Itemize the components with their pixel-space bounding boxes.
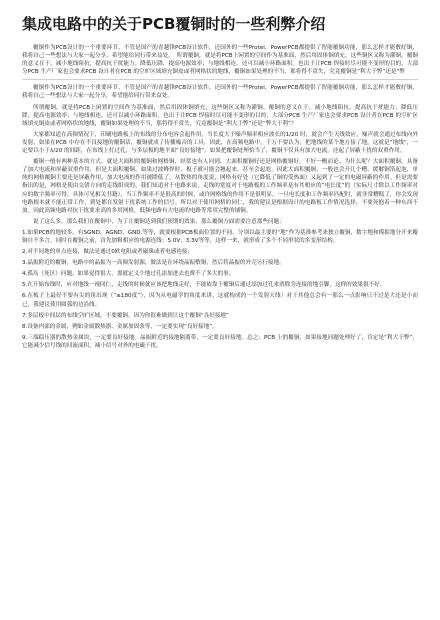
list-item: 5.在开始布线时，应对地线一视同仁，走线的时候就应该把地线走好，不能依靠于覆铜后通过添加过孔来消除为连接的地引脚，这样的效果很不好。 bbox=[22, 282, 386, 289]
list-item: 9.三端稳压器的散热金属块，一定要良好接地。晶振附近的接地隔离带，一定要良好接地。总之：PCB 上的覆铜，如果接地问题处理好了，肯定是“利大于弊”，它能减少信号线的回流面积，减小信号对外的电磁干扰。 bbox=[22, 334, 418, 349]
paragraph: 所谓覆铜，就是将PCB上闲置的空间作为基准面，然后用固体铜填充，这些铜区又称为灌铜。覆铜的意义在于，减小地线阻抗，提高抗干扰能力；降低压降，提高电源效率；与地线相连，还可以减小环路面积。也出于让PCB 焊接时尽可能不变形的目的，大部分PCB 生产厂家也会要求PCB 设计者在PCB 的空旷区域填充铜皮或者网格状的地线，覆铜如果处理的不当，那将得不赏失，究竟覆铜是“利大于弊”还是“弊大于利”？ bbox=[22, 104, 418, 127]
paragraph: 覆铜作为PCB设计的一个重要环节，不管是国产的青越锋PCB设计软件，还国外的一些Protel，PowerPCB都提供了智能覆铜功能，那么怎样才能敷好铜，我将自己一些想法与大家一起分享，希望能给同行带来益处。 bbox=[22, 85, 418, 100]
paragraph: 说了这么多，那么我们在覆铜中，为了让覆铜达到我们预期的效果，那么覆铜方面需要注意那些问题： bbox=[33, 218, 285, 225]
list-item: 1.如果PCB的地较多，有SGND、AGND、GND,等等，就要根据PCB板面位置的不同，分别以最主要的“地”作为基准参考来独立覆铜，数字地和模拟地分开来覆铜自不多言，同时在覆铜之前，首先加粗相应的电源连线：5.0V、3.3V等等，这样一来，就形成了多个不同形状的多变形结构。 bbox=[22, 229, 418, 244]
list-item: 8.设备内部的金属，例如金属散热器、金属加固条等，一定要实现“良好接地”。 bbox=[22, 323, 218, 330]
list-item: 2.对不同地的单点连接，做法是通过0欧电阻或者磁珠或者电感连接； bbox=[22, 249, 194, 256]
document-title: 集成电路中的关于PCB覆铜时的一些利弊介绍 bbox=[22, 15, 326, 33]
paragraph: 覆铜一般有两种基本的方式，就是大面积的覆铜和网格铜，经常也有人问到，大面积覆铜好还是网格覆铜好，不好一概而论。为什么呢？大面积覆铜，具备了加大电流和屏蔽双重作用，但是大面积覆铜，如果过波峰焊时，板子就可能会翘起来，甚至会起泡。因此大面积覆铜，一般也会开几个槽，缓解铜箔起泡，单纯的网格覆铜主要还是屏蔽作用，加大电流的作用被降低了，从散热的角度说，网格有好处（它降低了铜的受热面）又起到了一定的电磁屏蔽的作用。但是需要指出的是，网格是使由交错方向的走线组成的，我们知道对于电路来说，走线的宽度对于电路板的工作频率是有其相应的“电长度”的（实际尺寸除以工作频率对应的数字频率可得，具体可见相关书籍），当工作频率不是很高的时候，或许网格线的作用不是很明显，一旦电长度和工作频率匹配时，就非常糟糕了，你会发现电路根本就不能正常工作，到处都在发射干扰系统工作的信号。所以对于使用网格的同仁，我的建议是根据设计的电路板工作情况选择，不要死抱着一种东西不放。因此高频电路对抗干扰要求高的多用网格，低频电路有大电流的电路等常用完整的铺铜。 bbox=[22, 159, 418, 214]
list-item: 3.晶振附近的覆铜，电路中的晶振为一高频发射源，做法是在环绕晶振敷铜，然后将晶振的外壳另行接地。 bbox=[22, 260, 285, 267]
list-item: 6.在板子上最好不要有尖的角出现（“≤180度”），因为从电磁学的角度来讲，这就构成的一个发射天线！对于其他总会有一那么一点影响只不过是大还是小而已，我建议使用圆弧的边沿线。 bbox=[22, 293, 418, 308]
paragraph-intro-summary: 覆铜作为PCB设计的一个重要环节，不管是国产的青越锋PCB设计软件，还国外的一些Protel，PowerPCB都提供了智能覆铜功能，那么怎样才能敷好铜，我将自己一些想法与大家一起分享，希望能给同行带来益处。 所谓覆铜，就是将PCB上闲置的空间作为基准面，然后用固体铜填充，这些铜区又称为灌铜。覆铜的意义在于，减小地线阻抗，提高抗干扰能力；降低压降，提高电源效率；与地线相连，还可以减小环路面积。也出于让PCB 焊接时尽可能不变形的目的，大部分PCB 生产厂家也会要求PCB 设计者在PCB 的空旷区域填充铜皮或者网格状的地线，覆铜如果处理的不当，那将得不赏失，究竟覆铜是“利大于弊”还是“弊 bbox=[22, 45, 418, 76]
paragraph: 大家都知道在高频情况下，印刷电路板上的布线的分布电容会起作用，当长度大于噪声频率相应波长的1/20 时，就会产生天线效应，噪声就会通过布线向外发射，如果在PCB 中存在不良接地的覆铜话，覆铜就成了传播噪音的工具，因此，在高频电路中，千万不要认为，把地线的某个地方接了地，这就是“地线”，一定要以小于λ/20 的间距，在布线上打过孔，与多层板的地平面“良好接地”。如果把覆铜处理恰当了，覆铜不仅具有加大电流，还起了屏蔽干扰的双重作用。 bbox=[22, 131, 418, 155]
list-item: 7.多层板中间层的布线空旷区域，不要覆铜。因为你很难做到让这个覆铜“良好接地” bbox=[22, 312, 229, 319]
document-body bbox=[22, 44, 418, 350]
list-item: 4.孤岛（死区）问题，如果觉得很大，那就定义个地过孔添加进去也费不了多大的事。 bbox=[22, 271, 235, 278]
divider bbox=[22, 79, 418, 80]
